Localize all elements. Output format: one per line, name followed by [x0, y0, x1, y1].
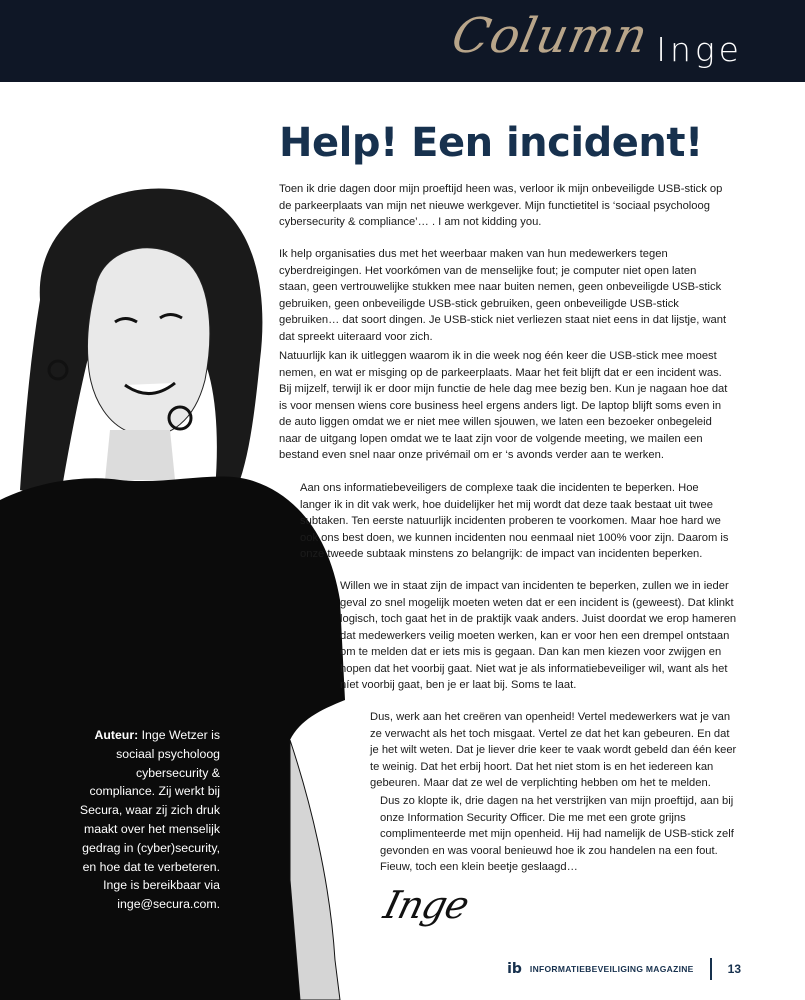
article-paragraph-4: Aan ons informatiebeveiligers de complexe taak die incidenten te beperken. Hoe langer ik in dit vak werk, hoe duidelijker het mij wordt dat deze taak bestaat uit twee subtaken. Ten eerste natuurlijk incidenten proberen te voorkomen. Maar hoe hard we ook ons best doen, we kunnen incidenten nou eenmaal niet 100% voor zijn. Daarom is onze tweede subtaak minstens zo belangrijk: de impact van incidenten beperken. [300, 482, 729, 560]
article-paragraph-5: Willen we in staat zijn de impact van incidenten te beperken, zullen we in ieder geval zo snel mogelijk moeten weten dat er een incident is (geweest). Dat klinkt logisch, toch gaat het in de praktijk vaak anders. Juist doordat we erop hameren dat medewerkers veilig moeten werken, kan er voor hen een drempel ontstaan om te melden dat er iets mis is gegaan. Dan kan men kiezen voor zwijgen en hopen dat het voorbij gaat. Niet wat je als informatiebeveiliger wil, want als het níet voorbij gaat, ben je er laat bij. Soms te laat. [340, 580, 737, 691]
magazine-logo: ib [507, 961, 522, 977]
author-bio-label: Auteur: [94, 728, 139, 742]
header-bar [0, 0, 805, 82]
footer-divider [710, 958, 712, 980]
column-script-label: Column [446, 8, 653, 64]
author-bio [78, 726, 220, 914]
article-paragraph-1: Toen ik drie dagen door mijn proeftijd heen was, verloor ik mijn onbeveiligde USB-stick op de parkeerplaats van mijn net nieuwe werkgever. Mijn functietitel is ‘sociaal psycholoog cybersecurity & compliance’… . I am not kidding you. [279, 183, 723, 228]
page-footer [507, 958, 741, 980]
article-paragraph-2: Ik help organisaties dus met het weerbaar maken van hun medewerkers tegen cyberdreigingen. Het voorkómen van de menselijke fout; je computer niet open laten staan, geen vertrouwelijke stukken mee naar buiten nemen, geen onbeveiligde USB-stick gebruiken, geen onbeveiligde USB-stick gebruiken, geen onbeveiligde USB-stick gebruiken… dat soort dingen. Je USB-stick niet verliezen staat niet eens in dat lijstje, want dat spreekt uiteraard voor zich. [279, 248, 727, 343]
article-paragraph-7: Dus zo klopte ik, drie dagen na het verstrijken van mijn proeftijd, aan bij onze Information Security Officer. Die me met een grote grijns complimenteerde met mijn openheid. Hij had namelijk de USB-stick zelf gevonden en was vooral benieuwd hoe ik zou handelen na een fout. Fieuw, toch een klein beetje geslaagd… [380, 795, 734, 873]
article-paragraph-6: Dus, werk aan het creëren van openheid! Vertel medewerkers wat je van ze verwacht als het toch misgaat. Vertel ze dat het kan gebeuren. En dat je het wilt weten. Dat je liever drie keer te vaak wordt gebeld dan één keer te weinig. Dat het erbij hoort. Dat het niet stom is en het iedereen kan gebeuren. Maar dat ze wel de verplichting hebben om het te melden. [370, 711, 737, 789]
column-author-name: Inge [656, 30, 743, 69]
author-signature: Inge [379, 883, 473, 927]
article-title: Help! Een incident! [279, 120, 703, 166]
page-number: 13 [727, 962, 741, 976]
author-bio-text: Inge Wetzer is sociaal psycholoog cybersecurity & compliance. Zij werkt bij Secura, waar zij zich druk maakt over het menselijk gedrag in (cyber)security, en hoe dat te verbeteren. Inge is bereikbaar via inge@secura.com. [79, 728, 220, 912]
magazine-name: INFORMATIEBEVEILIGING MAGAZINE [529, 964, 694, 974]
article-paragraph-3: Natuurlijk kan ik uitleggen waarom ik in die week nog één keer die USB-stick mee moest nemen, en wat er misging op de parkeerplaats. Maar het feit blijft dat er een incident was. Bij mijzelf, terwijl ik er door mijn functie de hele dag mee bezig ben. Kun je nagaan hoe dat is voor mensen wiens core business heel ergens anders ligt. De laptop blijft soms even in de auto liggen omdat we er niet mee willen sjouwen, we laten een bezoeker onbegeleid naar de uitgang lopen omdat we te laat zijn voor de volgende meeting, we mailen een bestand even snel naar onze privémail om er ‘s avonds verder aan te werken. [279, 350, 728, 461]
